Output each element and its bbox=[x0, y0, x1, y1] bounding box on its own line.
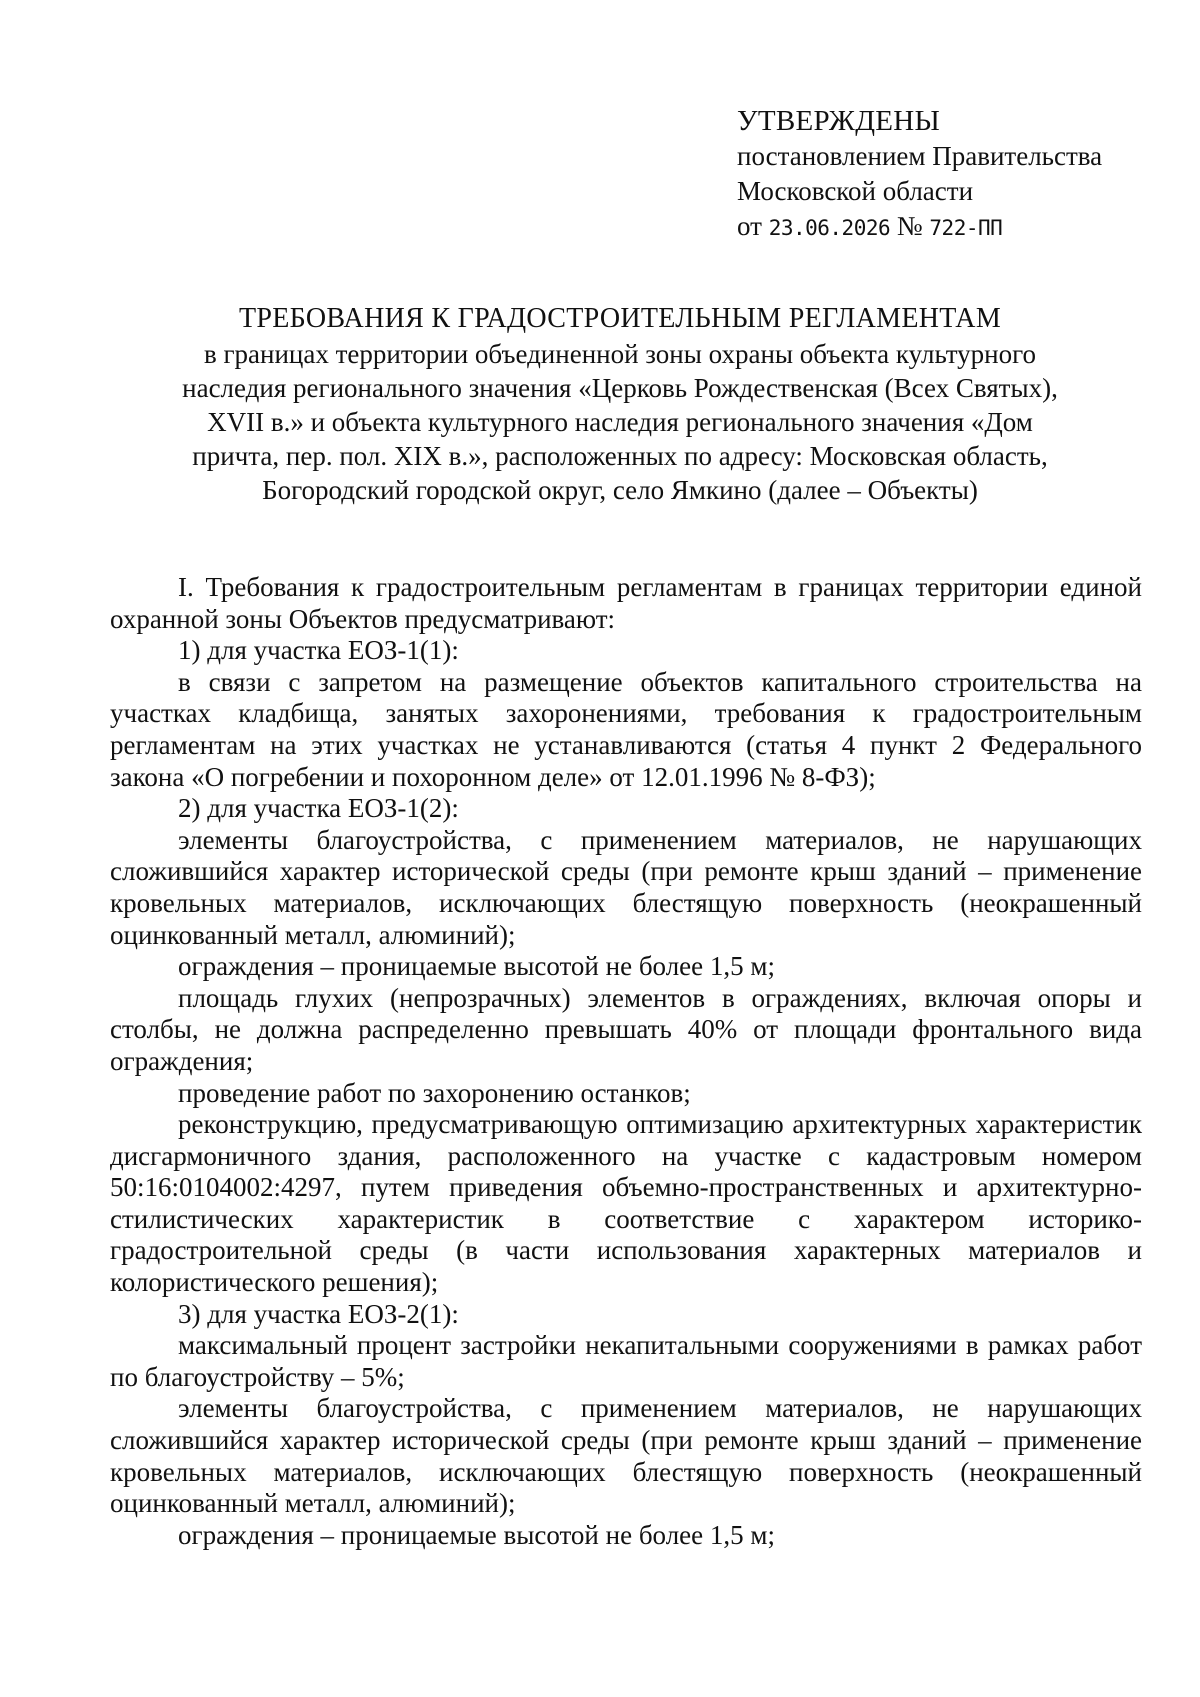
body-paragraph: элементы благоустройства, с применением материалов, не нарушающих сложившийся характер исторической среды (при ремонте крыш зданий – применение кровельных материалов, исключающих блестящую поверхность (неокрашенный оцинкованный металл, алюминий); bbox=[110, 1393, 1142, 1519]
document-title bbox=[100, 302, 1140, 507]
approval-date-prefix: от bbox=[737, 211, 769, 241]
body-paragraph: 1) для участка ЕОЗ-1(1): bbox=[178, 635, 459, 666]
approval-line-2: Московской области bbox=[737, 176, 974, 206]
approval-number-value: 722-ПП bbox=[929, 216, 1003, 240]
document-body bbox=[110, 572, 1142, 1551]
body-paragraph: проведение работ по захоронению останков; bbox=[178, 1077, 691, 1108]
approval-date-value: 23.06.2026 bbox=[768, 216, 891, 240]
title-line: причта, пер. пол. XIX в.», расположенных по адресу: Московская область, bbox=[192, 441, 1048, 471]
body-paragraph: I. Требования к градостроительным регламентам в границах территории единой охранной зоны Объектов предусматривают: bbox=[110, 572, 1142, 634]
approval-block bbox=[737, 104, 1157, 246]
body-paragraph: ограждения – проницаемые высотой не более 1,5 м; bbox=[178, 951, 775, 982]
approval-number-prefix: № bbox=[890, 211, 930, 241]
approval-heading: УТВЕРЖДЕНЫ bbox=[737, 105, 941, 137]
title-main: ТРЕБОВАНИЯ К ГРАДОСТРОИТЕЛЬНЫМ РЕГЛАМЕНТАМ bbox=[238, 303, 1002, 334]
title-line: в границах территории объединенной зоны охраны объекта культурного bbox=[203, 339, 1037, 369]
body-paragraph: площадь глухих (непрозрачных) элементов в ограждениях, включая опоры и столбы, не должна распределенно превышать 40% от площади фронтального вида ограждения; bbox=[110, 982, 1142, 1076]
approval-date-line bbox=[737, 209, 1157, 246]
body-paragraph: 3) для участка ЕОЗ-2(1): bbox=[178, 1298, 459, 1329]
body-paragraph: элементы благоустройства, с применением материалов, не нарушающих сложившийся характер исторической среды (при ремонте крыш зданий – применение кровельных материалов, исключающих блестящую поверхность (неокрашенный оцинкованный металл, алюминий); bbox=[110, 824, 1142, 950]
body-paragraph: в связи с запретом на размещение объектов капитального строительства на участках кладбища, занятых захоронениями, требования к градостроительным регламентам на этих участках не устанавливаются (статья 4 пункт 2 Федерального закона «О погребении и похоронном деле» от 12.01.1996 № 8-ФЗ); bbox=[110, 666, 1142, 792]
title-line: XVII в.» и объекта культурного наследия регионального значения «Дом bbox=[207, 407, 1033, 437]
title-line: наследия регионального значения «Церковь Рождественская (Всех Святых), bbox=[182, 373, 1058, 403]
body-paragraph: максимальный процент застройки некапитальными сооружениями в рамках работ по благоустройству – 5%; bbox=[110, 1330, 1142, 1392]
title-line: Богородский городской округ, село Ямкино (далее – Объекты) bbox=[262, 475, 978, 505]
body-paragraph: ограждения – проницаемые высотой не более 1,5 м; bbox=[178, 1519, 775, 1550]
body-paragraph: реконструкцию, предусматривающую оптимизацию архитектурных характеристик дисгармоничного здания, расположенного на участке с кадастровым номером 50:16:0104002:4297, путем приведения объемно-пространственных и архитектурно- стилистических характеристик в соответствие с характером историко- градостроительной среды (в части использования характерных материалов и колористического решения); bbox=[110, 1109, 1142, 1298]
approval-line-1: постановлением Правительства bbox=[737, 141, 1103, 171]
body-paragraph: 2) для участка ЕОЗ-1(2): bbox=[178, 793, 459, 824]
